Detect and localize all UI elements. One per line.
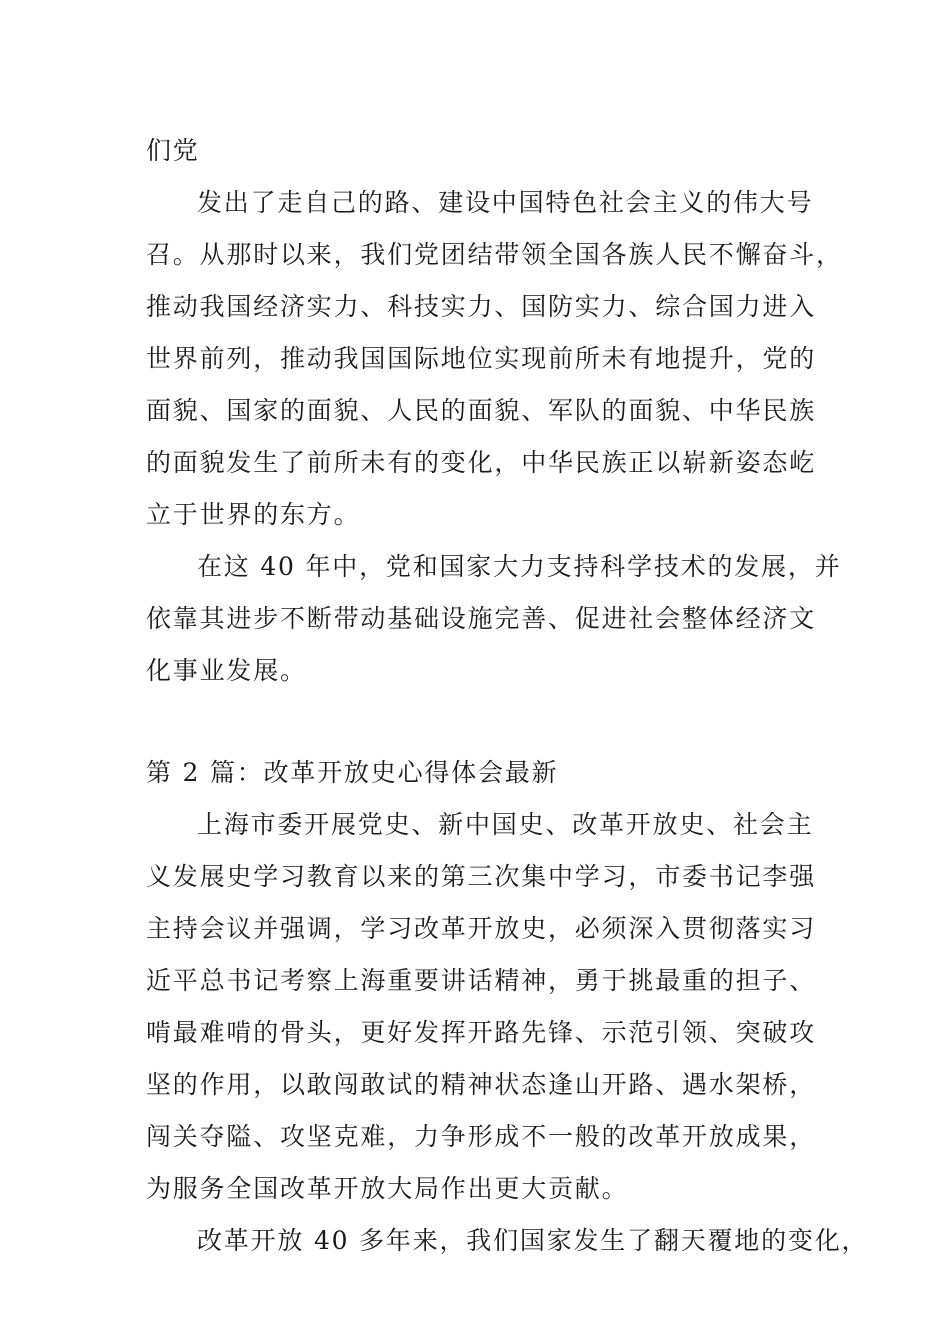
text-line: 义发展史学习教育以来的第三次集中学习，市委书记李强	[146, 862, 817, 891]
paragraph-start-line: 改革开放 40 多年来，我们国家发生了翻天覆地的变化，	[197, 1226, 869, 1255]
paragraph-start-line: 发出了走自己的路、建设中国特色社会主义的伟大号	[197, 188, 814, 217]
text-line: 化事业发展。	[146, 656, 307, 685]
text-line: 的面貌发生了前所未有的变化，中华民族正以崭新姿态屹	[146, 448, 817, 477]
text-line: 面貌、国家的面貌、人民的面貌、军队的面貌、中华民族	[146, 396, 817, 425]
text-line: 近平总书记考察上海重要讲话精神，勇于挑最重的担子、	[146, 966, 817, 995]
text-line: 推动我国经济实力、科技实力、国防实力、综合国力进入	[146, 292, 817, 321]
text-line: 召。从那时以来，我们党团结带领全国各族人民不懈奋斗，	[146, 240, 843, 269]
paragraph-start-line: 在这 40 年中，党和国家大力支持科学技术的发展，并	[197, 552, 842, 581]
text-line: 们党	[146, 136, 200, 165]
text-line: 主持会议并强调，学习改革开放史，必须深入贯彻落实习	[146, 914, 817, 943]
text-line: 世界前列，推动我国国际地位实现前所未有地提升，党的	[146, 344, 817, 373]
section-heading: 第 2 篇：改革开放史心得体会最新	[146, 758, 559, 787]
text-line: 啃最难啃的骨头，更好发挥开路先锋、示范引领、突破攻	[146, 1018, 817, 1047]
paragraph-start-line: 上海市委开展党史、新中国史、改革开放史、社会主	[197, 810, 814, 839]
text-line: 坚的作用，以敢闯敢试的精神状态逢山开路、遇水架桥，	[146, 1070, 817, 1099]
text-line: 为服务全国改革开放大局作出更大贡献。	[146, 1174, 629, 1203]
text-line: 闯关夺隘、攻坚克难，力争形成不一般的改革开放成果，	[146, 1122, 817, 1151]
text-line: 依靠其进步不断带动基础设施完善、促进社会整体经济文	[146, 604, 817, 633]
text-line: 立于世界的东方。	[146, 500, 361, 529]
